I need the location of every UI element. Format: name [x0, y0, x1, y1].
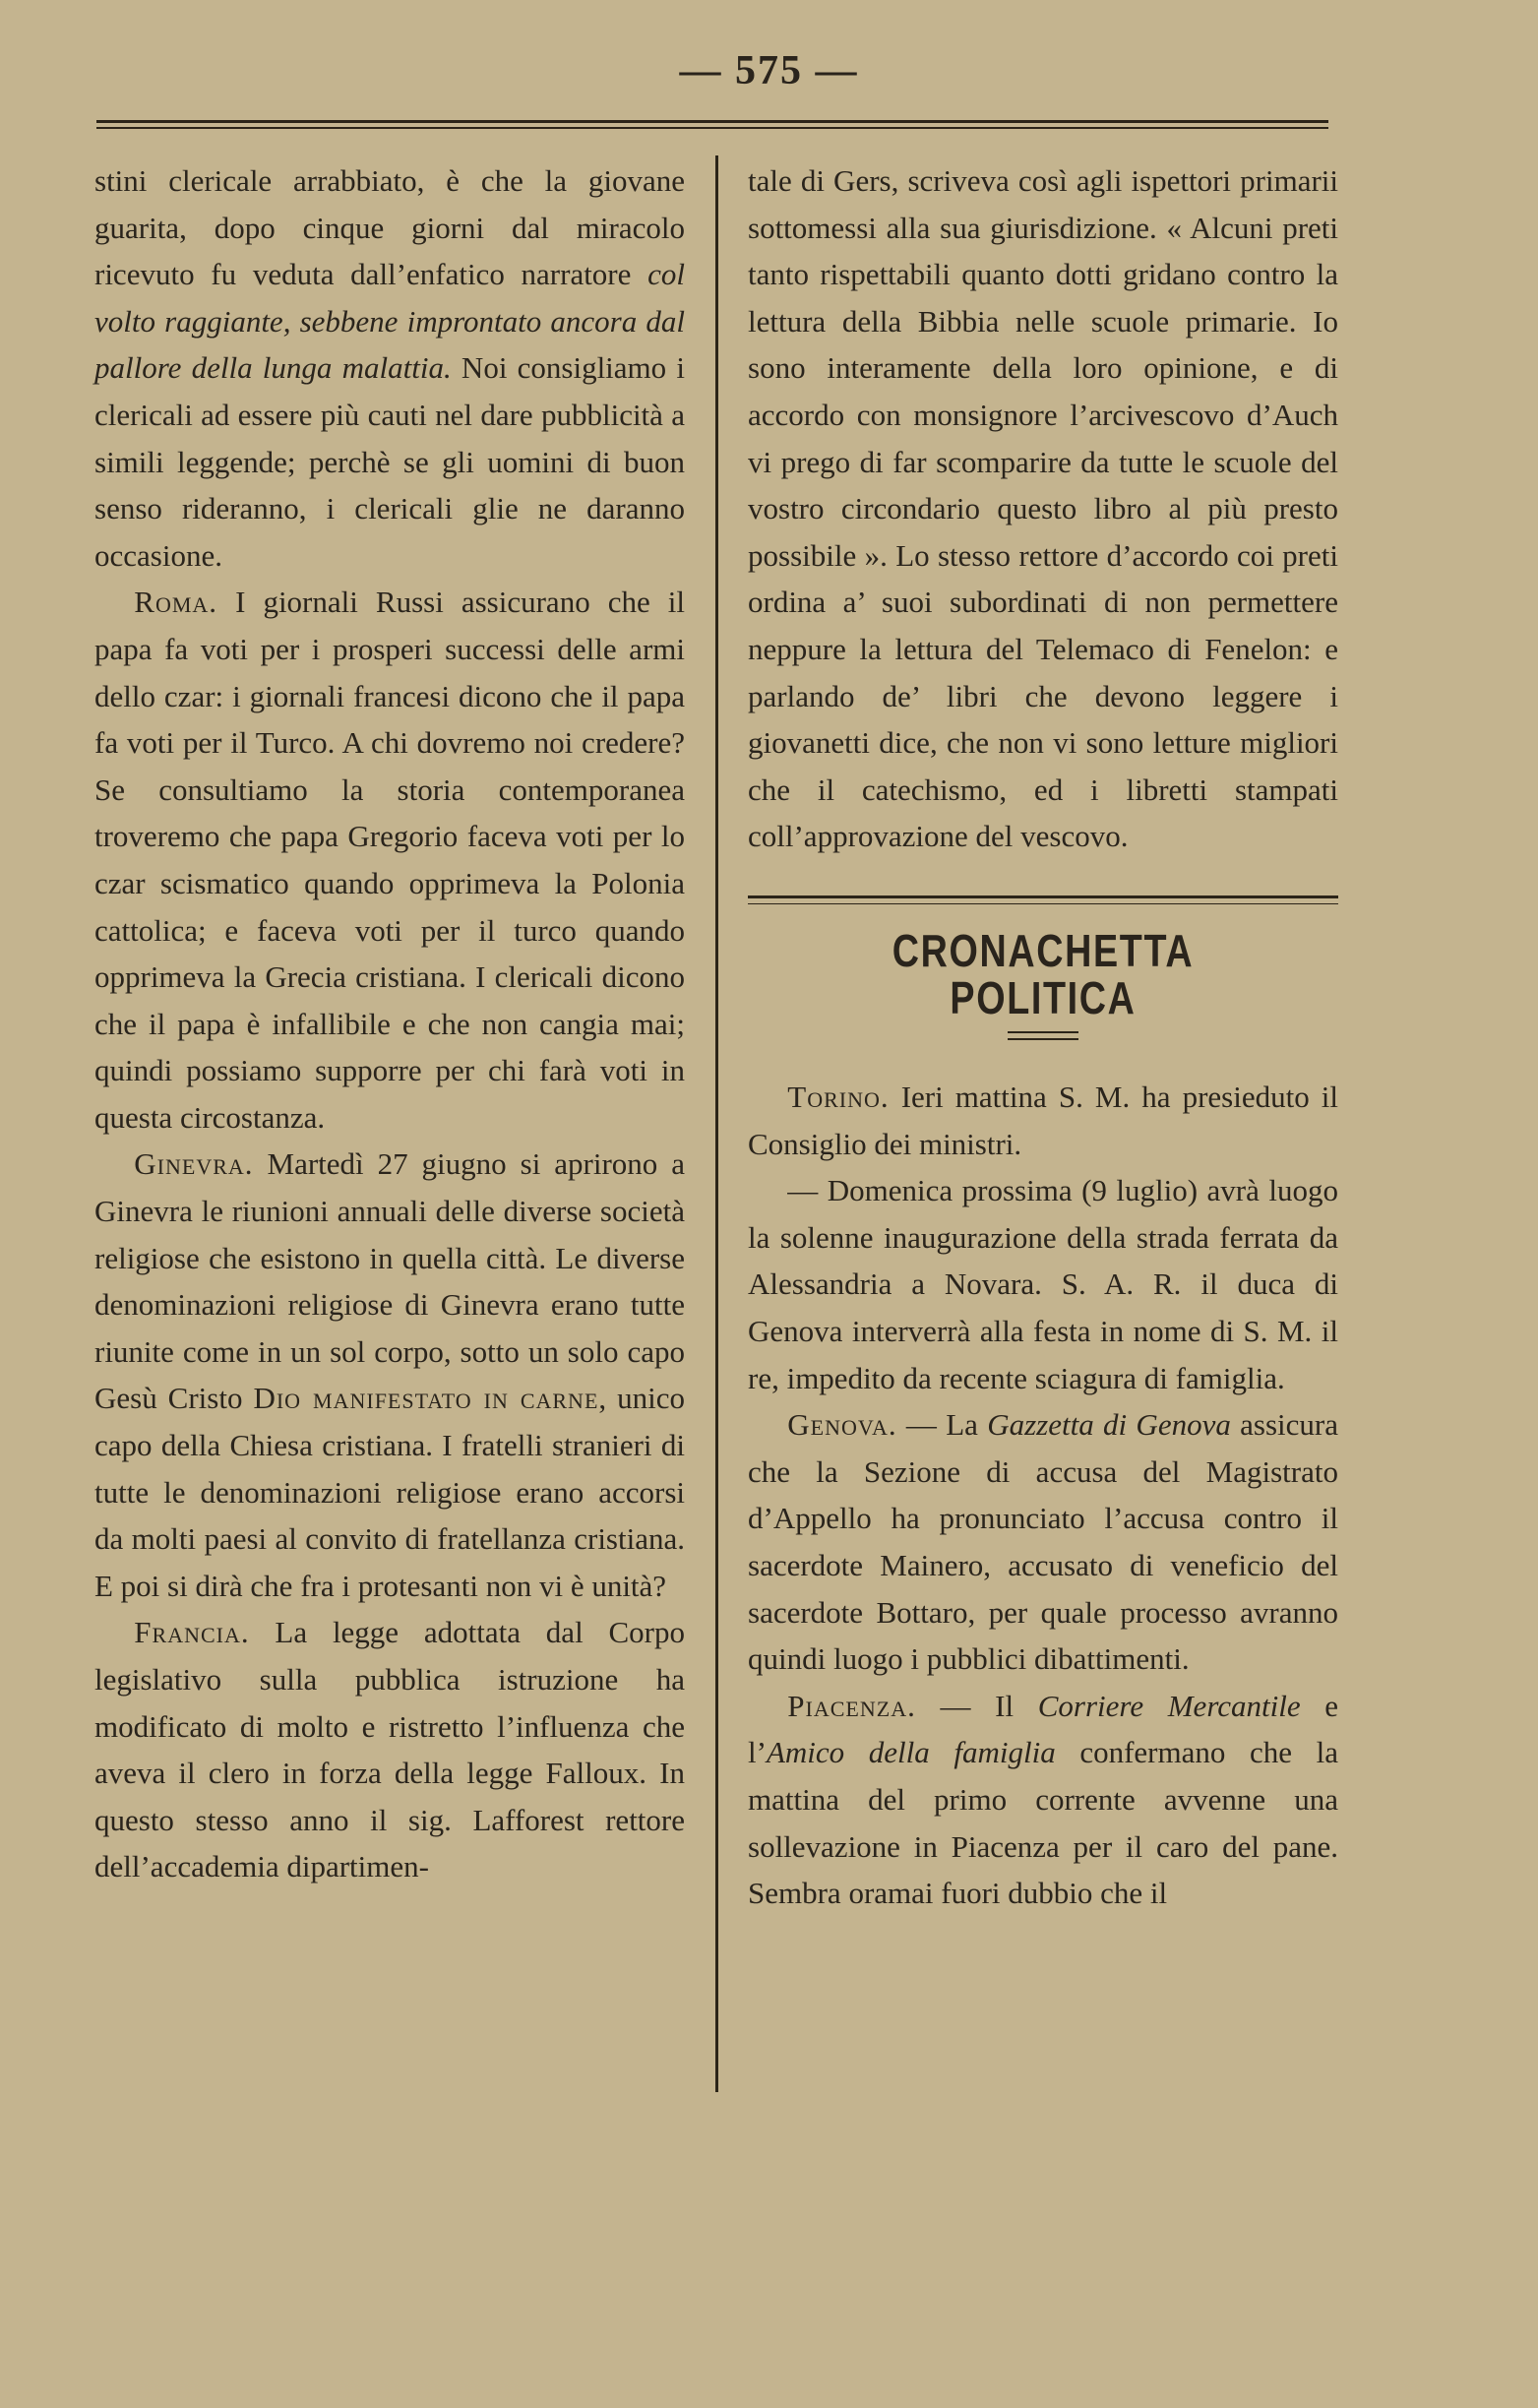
small-caps-phrase: Dio manifestato in carne: [253, 1381, 599, 1416]
section-dash: [1008, 1031, 1078, 1040]
paragraph-miracle: [94, 157, 685, 579]
dateline-genova: Genova.: [787, 1407, 897, 1443]
paragraph-roma: [94, 579, 685, 1141]
dateline-torino: Torino.: [787, 1080, 890, 1115]
paragraph-text: confermano che la mattina del primo corrente avvenne una sollevazione in Piacenza per il caro del pane. Sembra oramai fuori dubbio che il: [748, 1735, 1338, 1911]
dateline-francia: Francia.: [134, 1615, 250, 1650]
paragraph-text: Martedì 27 giugno si aprirono a Ginevra le riunioni annuali delle diverse società religiose che esistono in quella città. Le diverse denominazioni religiose di Ginevra erano tutte riunite come in un sol corpo, sotto un solo capo Gesù Cristo: [94, 1146, 685, 1416]
newspaper-name: Amico della famiglia: [766, 1735, 1056, 1770]
paragraph-domenica: — Domenica prossima (9 luglio) avrà luogo la solenne inaugurazione della strada ferrata da Alessandria a Novara. S. A. R. il duca di Genova interverrà alla festa in nome di S. M. il re, impedito da recente sciagura di famiglia.: [748, 1173, 1338, 1395]
dateline-piacenza: Piacenza.: [787, 1688, 916, 1723]
newspaper-name: Gazzetta di Genova: [987, 1407, 1231, 1443]
paragraph-francia: [94, 1609, 685, 1890]
newspaper-name: Corriere Mercantile: [1037, 1688, 1301, 1723]
paragraph-piacenza: [748, 1683, 1338, 1917]
right-column: [748, 157, 1338, 1917]
section-rule: [748, 895, 1338, 904]
section-title: CRONACHETTA POLITICA: [892, 924, 1195, 1023]
paragraph-genova: [748, 1401, 1338, 1683]
paragraph-ginevra: [94, 1141, 685, 1609]
column-divider: [715, 155, 718, 2092]
paragraph-text: , unico capo della Chiesa cristiana. I fratelli stranieri di tutte le denominazioni religiose erano accorsi da molti paesi al convito di fratellanza cristiana. E poi si dirà che fra i protesanti non vi è unità?: [94, 1381, 685, 1603]
paragraph-text: stini clericale arrabbiato, è che la giovane guarita, dopo cinque giorni dal miracolo ricevuto fu veduta dall’enfatico narratore: [94, 163, 685, 292]
italic-quote: col volto raggiante, sebbene improntato ancora dal pallore della lunga malattia.: [94, 257, 685, 386]
header-rule: [96, 120, 1328, 129]
paragraph-text: — La: [896, 1407, 988, 1443]
paragraph-text: assicura che la Sezione di accusa del Magistrato d’Appello ha pronunciato l’accusa contro il sacerdote Mainero, accusato di veneficio del sacerdote Bottaro, per quale processo avranno quindi luogo i pubblici dibattimenti.: [748, 1407, 1338, 1677]
paragraph-torino: [748, 1074, 1338, 1167]
dateline-ginevra: Ginevra.: [134, 1146, 254, 1182]
paragraph-text: I giornali Russi assicurano che il papa fa voti per i prosperi successi delle armi dello czar: i giornali francesi dicono che il papa fa voti per il Turco. A chi dovremo noi credere? Se consultiamo la storia contemporanea troveremo che papa Gregorio faceva voti per lo czar scismatico quando opprimeva la Polonia cattolica; e faceva voti per il turco quando opprimeva la Grecia cristiana. I clericali dicono che il papa è infallibile e che non cangia mai; quindi possiamo supporre per chi farà voti in questa circostanza.: [94, 585, 685, 1135]
paragraph-text: Noi consigliamo i clericali ad essere più cauti nel dare pubblicità a simili leggende; perchè se gli uomini di buon senso rideranno, i clericali glie ne daranno occasione.: [94, 350, 685, 573]
left-column: [94, 157, 685, 1890]
paragraph-gers: tale di Gers, scriveva così agli ispettori primarii sottomessi alla sua giurisdizione. « Alcuni preti tanto rispettabili quanto dotti gridano contro la lettura della Bibbia nelle scuole primarie. Io sono interamente della loro opinione, e di accordo con monsignore l’arcivescovo d’Auch vi prego di far scomparire da tutte le scuole del vostro circondario questo libro al più presto possibile ». Lo stesso rettore d’accordo coi preti ordina a’ suoi subordinati di non permettere neppure la lettura del Telemaco di Fenelon: e parlando de’ libri che devono leggere i giovanetti dice, che non vi sono letture migliori che il catechismo, ed i libretti stampati coll’approvazione del vescovo.: [748, 163, 1338, 854]
page-number: — 575 —: [679, 48, 859, 93]
paragraph-text: e l’: [748, 1688, 1339, 1770]
paragraph-text: — Il: [915, 1688, 1038, 1723]
dateline-roma: Roma.: [134, 585, 218, 620]
paragraph-text: Ieri mattina S. M. ha presieduto il Consiglio dei ministri.: [748, 1080, 1338, 1161]
paragraph-text: La legge adottata dal Corpo legislativo sulla pubblica istruzione ha modificato di molto e ristretto l’influenza che aveva il clero in forza della legge Falloux. In questo stesso anno il sig. Lafforest rettore dell’accademia dipartimen-: [94, 1615, 685, 1884]
